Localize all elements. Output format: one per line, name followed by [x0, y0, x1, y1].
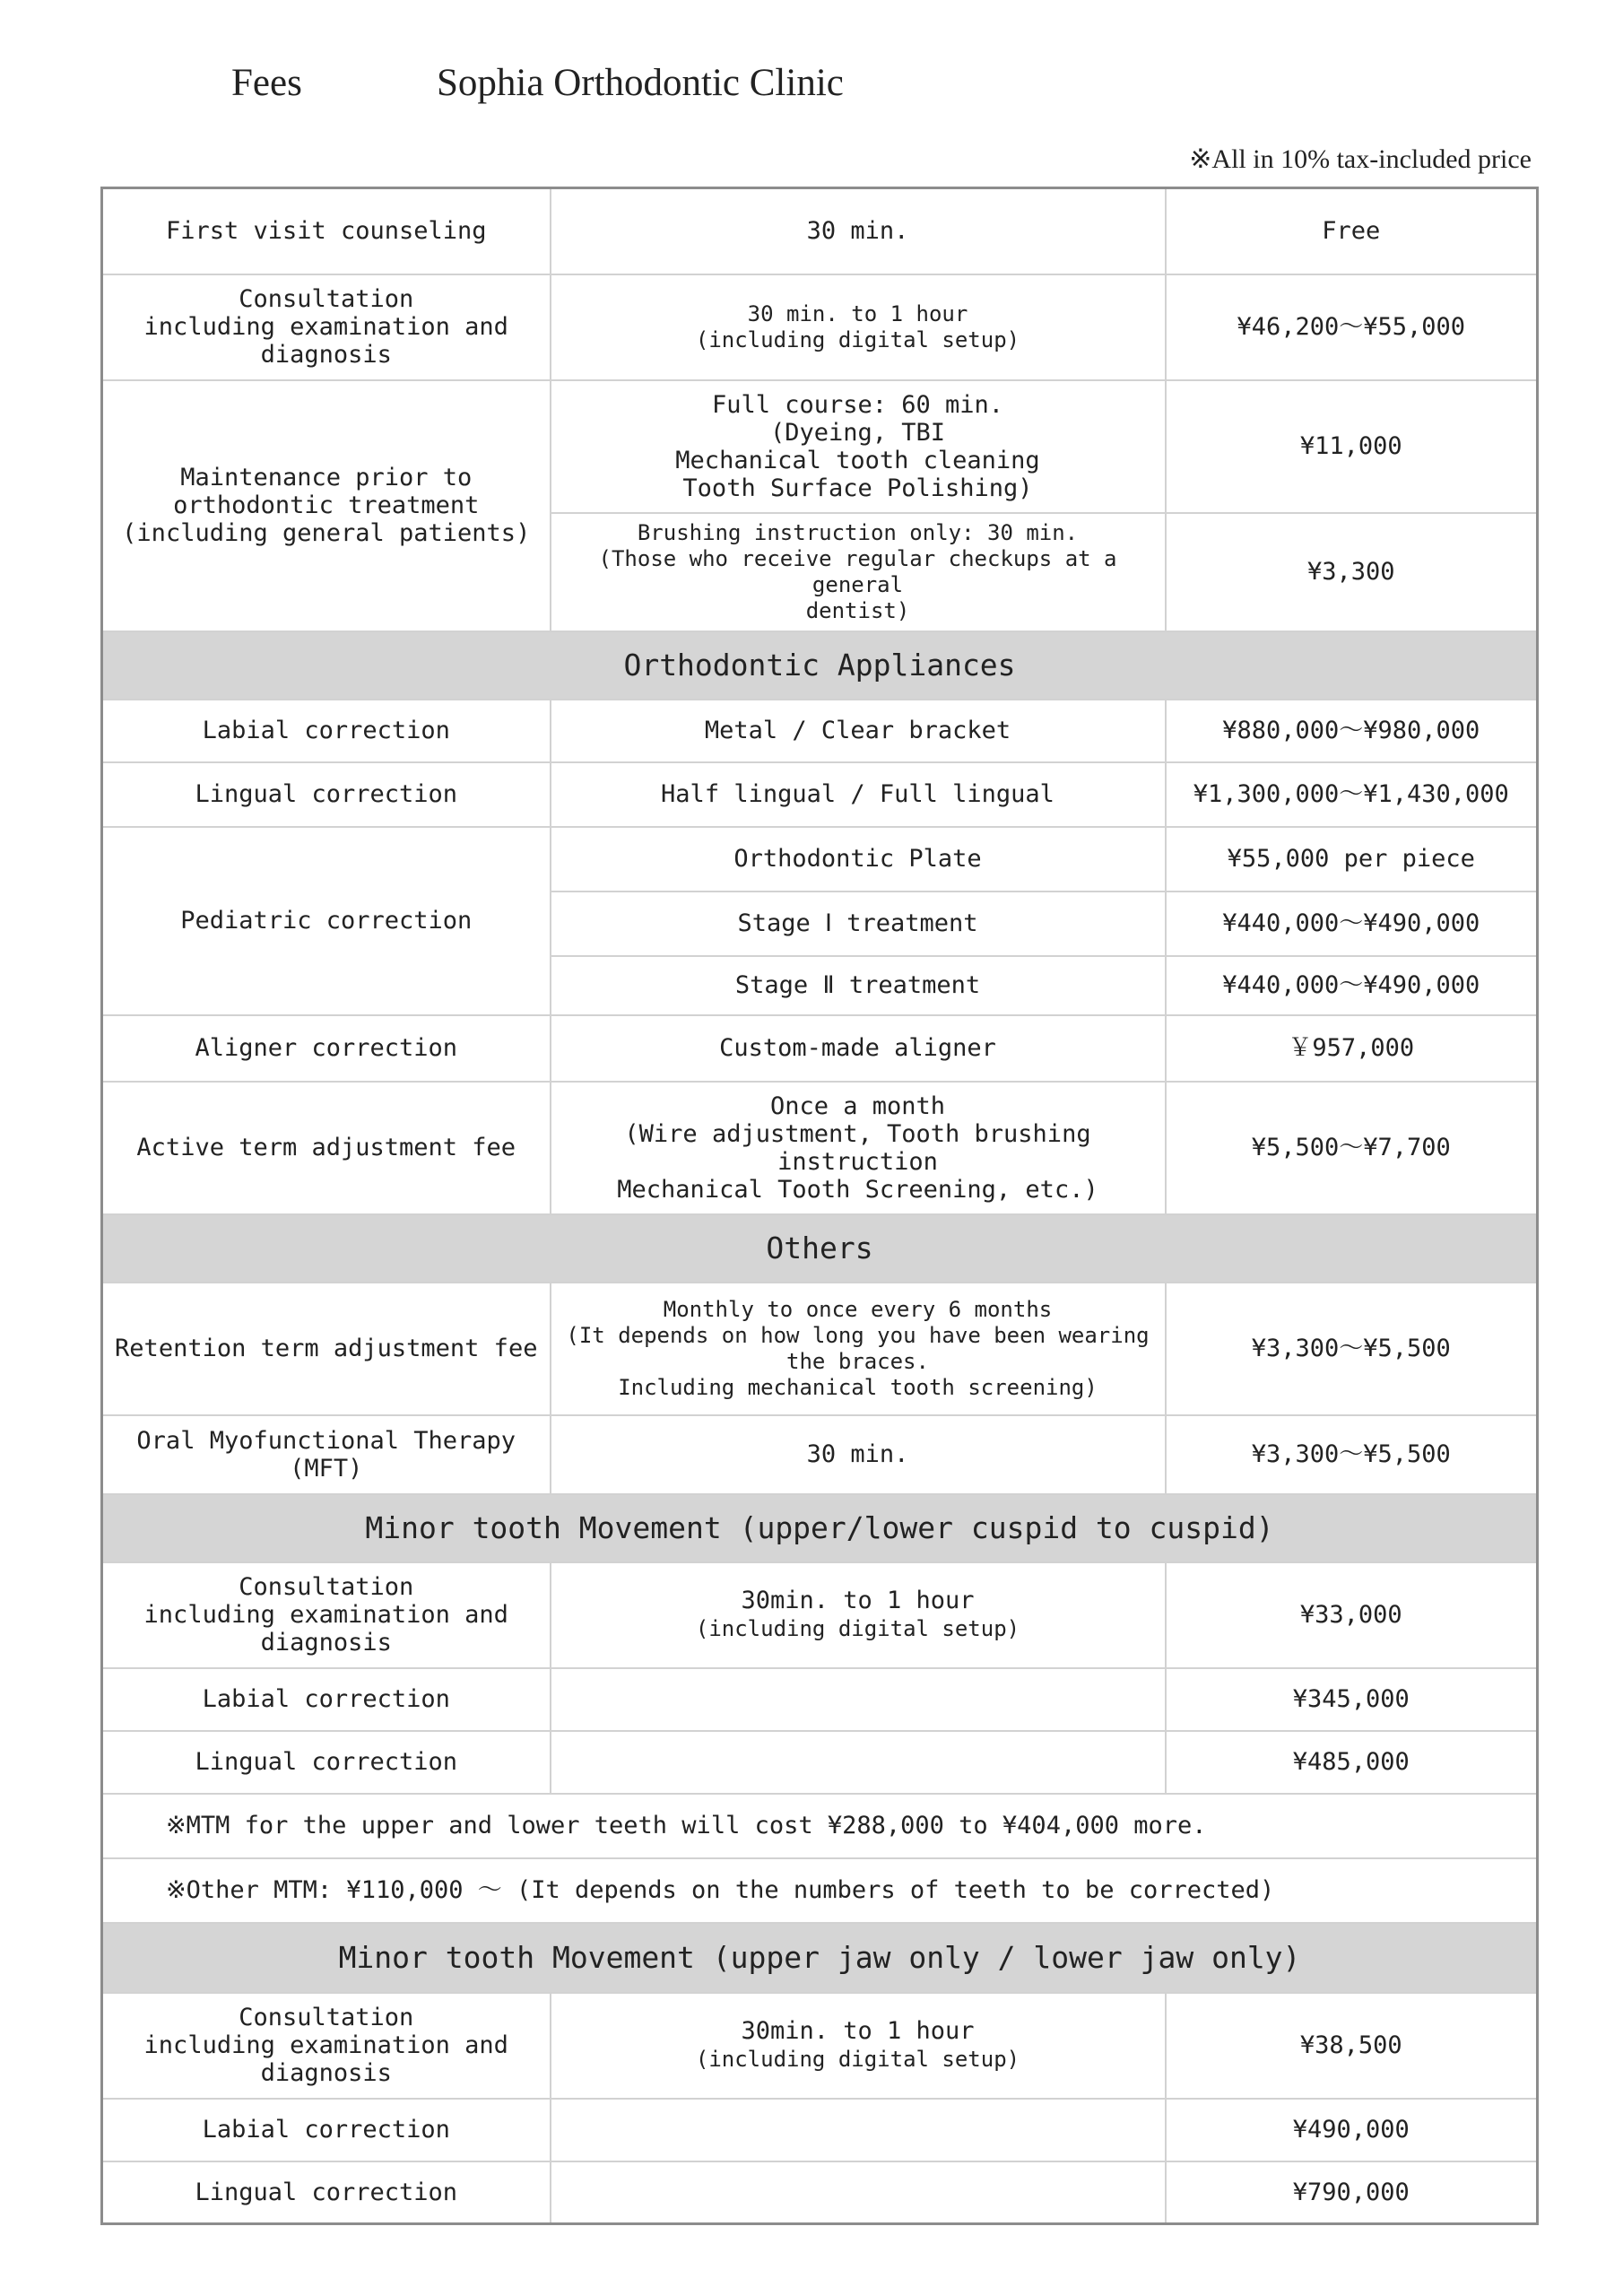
item-cell: Consultation including examination and diagnosis	[102, 1562, 551, 1668]
detail-cell: Full course: 60 min. (Dyeing, TBI Mechanical tooth cleaning Tooth Surface Polishing)	[551, 380, 1166, 513]
detail-cell	[551, 1731, 1166, 1794]
item-cell: Retention term adjustment fee	[102, 1283, 551, 1415]
table-row	[102, 188, 1538, 274]
item-cell: Active term adjustment fee	[102, 1082, 551, 1214]
table-row	[102, 380, 1538, 513]
tax-note: ※All in 10% tax-included price	[1189, 144, 1532, 174]
note-text: ※MTM for the upper and lower teeth will cost ¥288,000 to ¥404,000 more.	[102, 1794, 1538, 1858]
detail-sub: (including digital setup)	[695, 2047, 1020, 2072]
note-text: ※Other MTM: ¥110,000 ～ (It depends on the numbers of teeth to be corrected)	[102, 1858, 1538, 1923]
table-row	[102, 1668, 1538, 1731]
section-title: Minor tooth Movement (upper/lower cuspid to cuspid)	[102, 1494, 1538, 1562]
item-cell: Pediatric correction	[102, 827, 551, 1015]
detail-cell: Metal / Clear bracket	[551, 700, 1166, 762]
table-row	[102, 1415, 1538, 1494]
price-cell: ¥1,300,000～¥1,430,000	[1166, 762, 1538, 827]
fee-table	[100, 187, 1539, 2225]
price-cell: ¥3,300～¥5,500	[1166, 1283, 1538, 1415]
item-cell: Lingual correction	[102, 2161, 551, 2224]
price-cell: ¥46,200～¥55,000	[1166, 274, 1538, 380]
section-header-row	[102, 1494, 1538, 1562]
item-cell: Consultation including examination and diagnosis	[102, 1993, 551, 2099]
price-cell: ¥38,500	[1166, 1993, 1538, 2099]
table-row	[102, 1993, 1538, 2099]
table-row	[102, 2161, 1538, 2224]
detail-cell	[551, 1993, 1166, 2099]
price-cell: ¥345,000	[1166, 1668, 1538, 1731]
detail-cell: Orthodontic Plate	[551, 827, 1166, 891]
detail-cell: 30 min. to 1 hour (including digital setup)	[551, 274, 1166, 380]
detail-main: 30min. to 1 hour	[741, 1587, 975, 1614]
item-cell: Labial correction	[102, 1668, 551, 1731]
detail-cell: 30 min.	[551, 188, 1166, 274]
price-cell: ¥55,000 per piece	[1166, 827, 1538, 891]
price-cell: ¥3,300～¥5,500	[1166, 1415, 1538, 1494]
table-row	[102, 827, 1538, 891]
table-row	[102, 1562, 1538, 1668]
detail-cell: Half lingual / Full lingual	[551, 762, 1166, 827]
price-cell: ￥957,000	[1166, 1015, 1538, 1082]
detail-cell: Stage Ⅰ treatment	[551, 891, 1166, 956]
price-cell: ¥880,000～¥980,000	[1166, 700, 1538, 762]
table-row	[102, 1082, 1538, 1214]
item-cell: Consultation including examination and diagnosis	[102, 274, 551, 380]
detail-cell	[551, 2099, 1166, 2161]
section-header-row	[102, 1214, 1538, 1283]
section-header-row	[102, 631, 1538, 700]
detail-cell: Stage Ⅱ treatment	[551, 956, 1166, 1015]
detail-cell	[551, 1668, 1166, 1731]
table-row	[102, 1731, 1538, 1794]
price-cell: ¥33,000	[1166, 1562, 1538, 1668]
detail-sub: (including digital setup)	[695, 1616, 1020, 1641]
item-cell: First visit counseling	[102, 188, 551, 274]
section-header-row	[102, 1923, 1538, 1993]
price-cell: ¥11,000	[1166, 380, 1538, 513]
item-cell: Labial correction	[102, 700, 551, 762]
section-title: Others	[102, 1214, 1538, 1283]
table-row	[102, 274, 1538, 380]
table-row	[102, 700, 1538, 762]
detail-cell: Once a month (Wire adjustment, Tooth brushing instruction Mechanical Tooth Screening, etc.)	[551, 1082, 1166, 1214]
section-title: Minor tooth Movement (upper jaw only / lower jaw only)	[102, 1923, 1538, 1993]
item-cell: Oral Myofunctional Therapy (MFT)	[102, 1415, 551, 1494]
item-cell: Aligner correction	[102, 1015, 551, 1082]
note-row	[102, 1794, 1538, 1858]
detail-cell: 30 min.	[551, 1415, 1166, 1494]
section-title: Orthodontic Appliances	[102, 631, 1538, 700]
price-cell: ¥3,300	[1166, 513, 1538, 631]
item-cell: Maintenance prior to orthodontic treatment (including general patients)	[102, 380, 551, 631]
table-row	[102, 1015, 1538, 1082]
detail-cell	[551, 2161, 1166, 2224]
item-cell: Lingual correction	[102, 1731, 551, 1794]
page-title-fees: Fees	[231, 62, 302, 104]
table-row	[102, 1283, 1538, 1415]
price-cell: ¥485,000	[1166, 1731, 1538, 1794]
table-row	[102, 762, 1538, 827]
detail-cell	[551, 1562, 1166, 1668]
item-cell: Labial correction	[102, 2099, 551, 2161]
detail-cell: Monthly to once every 6 months (It depends on how long you have been wearing the braces. Including mechanical tooth screening)	[551, 1283, 1166, 1415]
note-row	[102, 1858, 1538, 1923]
item-cell: Lingual correction	[102, 762, 551, 827]
table-row	[102, 2099, 1538, 2161]
detail-cell: Brushing instruction only: 30 min. (Those who receive regular checkups at a general dentist)	[551, 513, 1166, 631]
price-cell: ¥790,000	[1166, 2161, 1538, 2224]
price-cell: Free	[1166, 188, 1538, 274]
detail-cell: Custom-made aligner	[551, 1015, 1166, 1082]
price-cell: ¥440,000～¥490,000	[1166, 956, 1538, 1015]
price-cell: ¥5,500～¥7,700	[1166, 1082, 1538, 1214]
clinic-name: Sophia Orthodontic Clinic	[437, 62, 844, 104]
detail-main: 30min. to 1 hour	[741, 2017, 975, 2045]
price-cell: ¥490,000	[1166, 2099, 1538, 2161]
price-cell: ¥440,000～¥490,000	[1166, 891, 1538, 956]
